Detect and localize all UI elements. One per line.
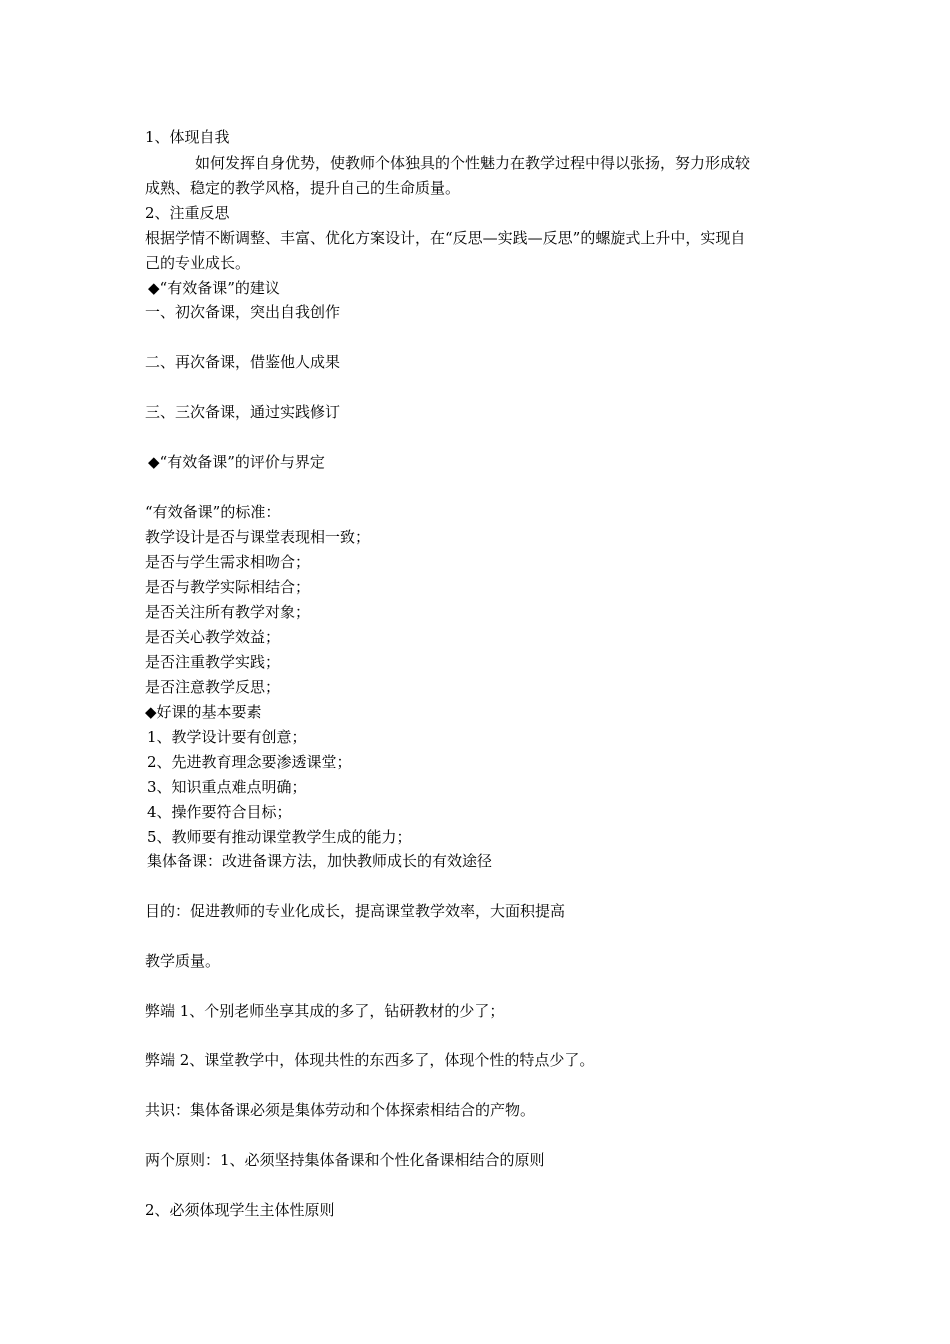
collective-heading: 集体备课：改进备课方法，加快教师成长的有效途径 bbox=[147, 852, 493, 870]
good-lesson-item-4: 4、操作要符合目标； bbox=[147, 803, 292, 821]
standard-title: “有效备课”的标准： bbox=[145, 503, 281, 521]
evaluation-heading: ◆“有效备课”的评价与界定 bbox=[148, 453, 325, 471]
suggestion-item-3: 三、三次备课，通过实践修订 bbox=[145, 403, 341, 421]
criteria-item-7: 是否注意教学反思； bbox=[145, 678, 281, 696]
good-lesson-item-1: 1、教学设计要有创意； bbox=[147, 728, 307, 746]
purpose-line1: 目的：促进教师的专业化成长，提高课堂教学效率，大面积提高 bbox=[145, 902, 566, 920]
consensus: 共识：集体备课必须是集体劳动和个体探索相结合的产物。 bbox=[145, 1101, 536, 1119]
purpose-line2: 教学质量。 bbox=[145, 952, 221, 970]
section2-heading: 2、注重反思 bbox=[145, 204, 230, 222]
suggestion-item-2: 二、再次备课，借鉴他人成果 bbox=[145, 353, 341, 371]
good-lesson-item-5: 5、教师要有推动课堂教学生成的能力； bbox=[147, 828, 412, 846]
section2-paragraph-line1: 根据学情不断调整、丰富、优化方案设计，在“反思—实践—反思”的螺旋式上升中，实现自 bbox=[145, 229, 746, 247]
criteria-item-3: 是否与教学实际相结合； bbox=[145, 578, 311, 596]
criteria-item-4: 是否关注所有教学对象； bbox=[145, 603, 311, 621]
suggestions-heading: ◆“有效备课”的建议 bbox=[148, 279, 280, 297]
principle-1: 两个原则：1、必须坚持集体备课和个性化备课相结合的原则 bbox=[145, 1151, 545, 1169]
criteria-item-1: 教学设计是否与课堂表现相一致； bbox=[145, 528, 371, 546]
drawback-1: 弊端 1、个别老师坐享其成的多了，钻研教材的少了； bbox=[145, 1002, 505, 1020]
criteria-item-5: 是否关心教学效益； bbox=[145, 628, 281, 646]
principle-2: 2、必须体现学生主体性原则 bbox=[145, 1201, 335, 1219]
criteria-item-6: 是否注重教学实践； bbox=[145, 653, 281, 671]
good-lesson-heading: ◆好课的基本要素 bbox=[145, 703, 262, 721]
drawback-2: 弊端 2、课堂教学中，体现共性的东西多了，体现个性的特点少了。 bbox=[145, 1051, 595, 1069]
good-lesson-item-2: 2、先进教育理念要渗透课堂； bbox=[147, 753, 352, 771]
suggestion-item-1: 一、初次备课，突出自我创作 bbox=[145, 303, 341, 321]
criteria-item-2: 是否与学生需求相吻合； bbox=[145, 553, 311, 571]
section2-paragraph-line2: 己的专业成长。 bbox=[145, 254, 251, 272]
good-lesson-item-3: 3、知识重点难点明确； bbox=[147, 778, 307, 796]
section1-heading: 1、体现自我 bbox=[145, 128, 230, 146]
section1-paragraph-line1: 如何发挥自身优势，使教师个体独具的个性魅力在教学过程中得以张扬，努力形成较 bbox=[195, 154, 751, 172]
section1-paragraph-line2: 成熟、稳定的教学风格，提升自己的生命质量。 bbox=[145, 179, 461, 197]
